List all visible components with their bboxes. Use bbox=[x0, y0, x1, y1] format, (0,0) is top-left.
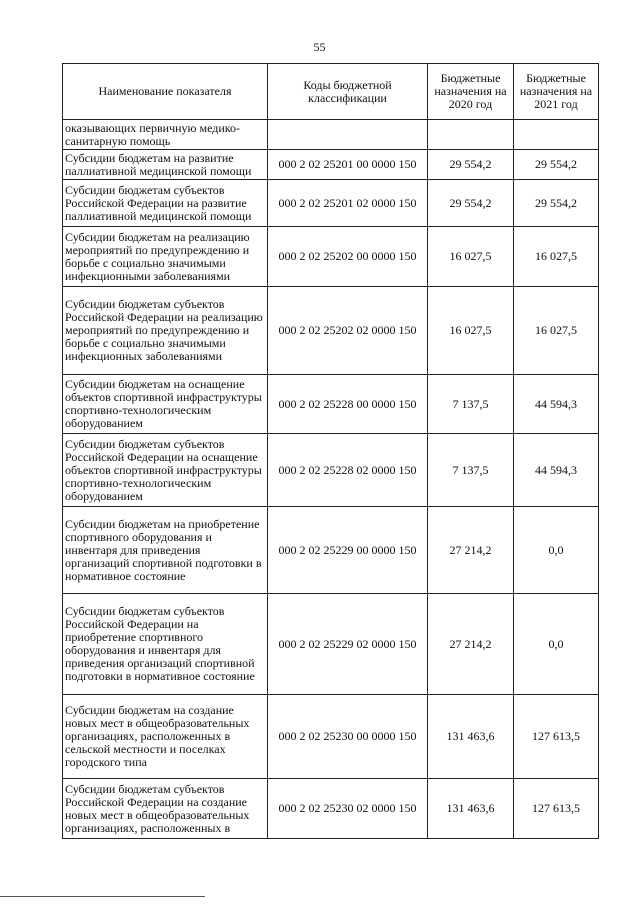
value-2021: 44 594,3 bbox=[514, 375, 599, 434]
indicator-name: оказывающих первичную медико-санитарную помощь bbox=[63, 120, 268, 150]
page-number: 55 bbox=[313, 40, 326, 54]
table-row bbox=[63, 227, 599, 287]
budget-code: 000 2 02 25230 00 0000 150 bbox=[268, 695, 428, 779]
budget-code: 000 2 02 25202 00 0000 150 bbox=[268, 227, 428, 287]
value-2021: 29 554,2 bbox=[514, 150, 599, 180]
table-row bbox=[63, 120, 599, 150]
indicator-name: Субсидии бюджетам на оснащение объектов спортивной инфраструктуры спортивно-технологическим оборудованием bbox=[63, 375, 268, 434]
value-2020: 131 463,6 bbox=[428, 695, 514, 779]
budget-code: 000 2 02 25229 02 0000 150 bbox=[268, 594, 428, 695]
indicator-name: Субсидии бюджетам на развитие паллиативной медицинской помощи bbox=[63, 150, 268, 180]
value-2020 bbox=[428, 120, 514, 150]
budget-code bbox=[268, 120, 428, 150]
value-2020: 131 463,6 bbox=[428, 779, 514, 839]
value-2020: 29 554,2 bbox=[428, 180, 514, 227]
table-row bbox=[63, 375, 599, 434]
value-2021: 44 594,3 bbox=[514, 434, 599, 507]
value-2021 bbox=[514, 120, 599, 150]
value-2020: 27 214,2 bbox=[428, 507, 514, 594]
table-row bbox=[63, 180, 599, 227]
table-row bbox=[63, 779, 599, 839]
value-2021: 16 027,5 bbox=[514, 227, 599, 287]
indicator-name: Субсидии бюджетам субъектов Российской Федерации на оснащение объектов спортивной инфраструктуры спортивно-технологическим оборудованием bbox=[63, 434, 268, 507]
value-2020: 16 027,5 bbox=[428, 287, 514, 375]
value-2020: 27 214,2 bbox=[428, 594, 514, 695]
budget-code: 000 2 02 25201 02 0000 150 bbox=[268, 180, 428, 227]
table-row bbox=[63, 507, 599, 594]
budget-code: 000 2 02 25228 00 0000 150 bbox=[268, 375, 428, 434]
value-2020: 7 137,5 bbox=[428, 375, 514, 434]
table-row bbox=[63, 594, 599, 695]
table-row bbox=[63, 434, 599, 507]
value-2021: 127 613,5 bbox=[514, 695, 599, 779]
header-budget-2020: Бюджетные назначения на 2020 год bbox=[428, 64, 514, 120]
indicator-name: Субсидии бюджетам субъектов Российской Федерации на создание новых мест в общеобразовательных организациях, расположенных в bbox=[63, 779, 268, 839]
table-row bbox=[63, 287, 599, 375]
budget-code: 000 2 02 25201 00 0000 150 bbox=[268, 150, 428, 180]
value-2021: 0,0 bbox=[514, 594, 599, 695]
indicator-name: Субсидии бюджетам субъектов Российской Федерации на развитие паллиативной медицинской помощи bbox=[63, 180, 268, 227]
budget-code: 000 2 02 25228 02 0000 150 bbox=[268, 434, 428, 507]
value-2021: 0,0 bbox=[514, 507, 599, 594]
footer-rule bbox=[0, 896, 205, 897]
value-2020: 7 137,5 bbox=[428, 434, 514, 507]
budget-code: 000 2 02 25230 02 0000 150 bbox=[268, 779, 428, 839]
table-header-row bbox=[63, 64, 599, 120]
header-budget-2021: Бюджетные назначения на 2021 год bbox=[514, 64, 599, 120]
indicator-name: Субсидии бюджетам на реализацию мероприятий по предупреждению и борьбе с социально значимыми инфекционными заболеваниями bbox=[63, 227, 268, 287]
value-2020: 29 554,2 bbox=[428, 150, 514, 180]
value-2020: 16 027,5 bbox=[428, 227, 514, 287]
value-2021: 29 554,2 bbox=[514, 180, 599, 227]
value-2021: 16 027,5 bbox=[514, 287, 599, 375]
indicator-name: Субсидии бюджетам субъектов Российской Федерации на приобретение спортивного оборудования и инвентаря для приведения организаций спортивной подготовки в нормативное состояние bbox=[63, 594, 268, 695]
budget-code: 000 2 02 25229 00 0000 150 bbox=[268, 507, 428, 594]
value-2021: 127 613,5 bbox=[514, 779, 599, 839]
indicator-name: Субсидии бюджетам на приобретение спортивного оборудования и инвентаря для приведения организаций спортивной подготовки в нормативное состояние bbox=[63, 507, 268, 594]
table-row bbox=[63, 695, 599, 779]
table-row bbox=[63, 150, 599, 180]
header-budget-codes: Коды бюджетной классификации bbox=[268, 64, 428, 120]
budget-table bbox=[62, 63, 599, 839]
indicator-name: Субсидии бюджетам субъектов Российской Федерации на реализацию мероприятий по предупреждению и борьбе с социально значимыми инфекционных заболеваниями bbox=[63, 287, 268, 375]
header-indicator-name: Наименование показателя bbox=[63, 64, 268, 120]
indicator-name: Субсидии бюджетам на создание новых мест в общеобразовательных организациях, расположенных в сельской местности и поселках городского типа bbox=[63, 695, 268, 779]
budget-code: 000 2 02 25202 02 0000 150 bbox=[268, 287, 428, 375]
